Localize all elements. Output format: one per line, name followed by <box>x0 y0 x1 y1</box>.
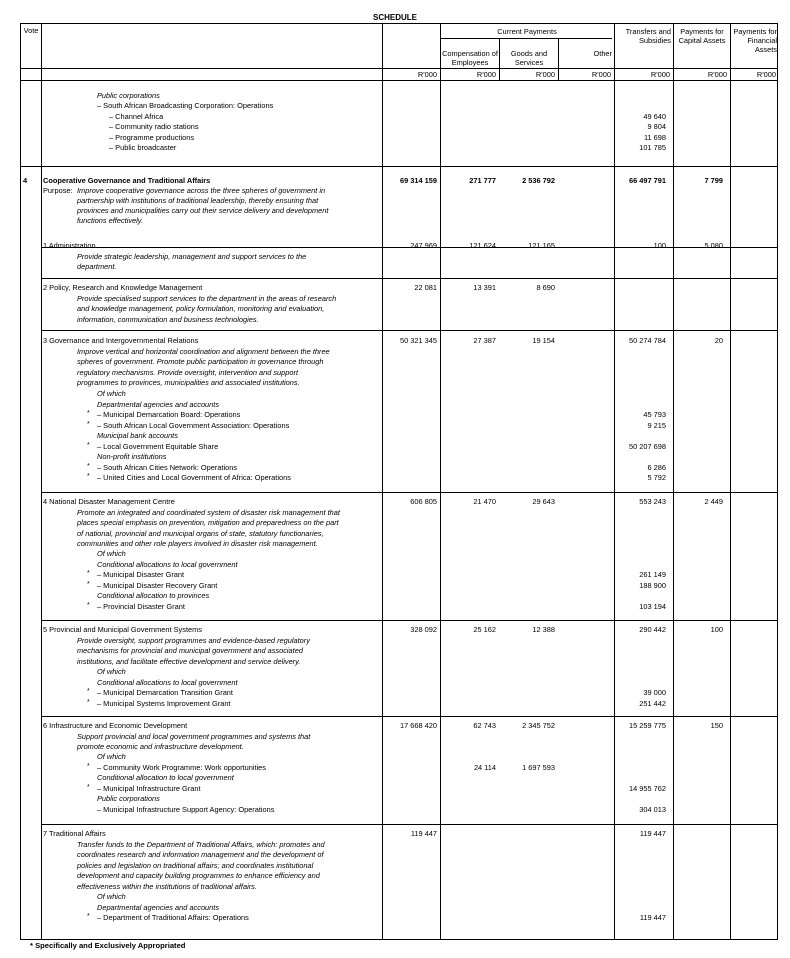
sub-item: – Municipal Infrastructure Grant <box>97 783 201 793</box>
programme-transfers: 553 243 <box>639 497 666 506</box>
sub-heading: Conditional allocations to local government <box>97 559 238 569</box>
header-compensation: Compensation of Employees <box>442 49 498 67</box>
of-which-label: Of which <box>97 892 126 901</box>
sub-heading: Departmental agencies and accounts <box>97 399 220 409</box>
programme-capital: 20 <box>714 336 723 345</box>
sub-item: – Municipal Demarcation Board: Operations <box>97 410 241 419</box>
of-which-label: Of which <box>97 389 126 398</box>
header-divider <box>21 80 777 81</box>
appropriation-marker: * <box>87 580 90 588</box>
header-vote: Vote <box>23 26 39 35</box>
sub-heading: Departmental agencies and accounts <box>97 902 220 912</box>
programme-description-line: Promote an integrated and coordinated system of disaster risk management that <box>77 507 340 517</box>
sub-item-transfers: 251 442 <box>639 698 666 708</box>
sub-item: – Municipal Disaster Recovery Grant <box>97 580 218 590</box>
appropriation-marker: * <box>87 913 90 920</box>
schedule-table <box>20 23 778 940</box>
col-divider <box>440 24 441 939</box>
programme-description-line: regulatory mechanisms. Provide oversight, intervention and support <box>77 367 299 377</box>
sub-item-comp: 24 114 <box>473 762 496 772</box>
programme-comp: 62 743 <box>473 721 496 730</box>
programme-goods: 19 154 <box>532 336 555 345</box>
sub-item: – South African Cities Network: Operations <box>97 462 238 472</box>
programme-description-line: programmes to provinces, municipalities and associated institutions. <box>77 378 300 387</box>
programme-goods: 121 165 <box>528 241 555 250</box>
header-current-payments: Current Payments <box>497 27 557 36</box>
programme-description-line: development and capacity building programmes to enhance efficiency and <box>77 871 320 880</box>
pc-item-label: – Programme productions <box>109 133 195 142</box>
programme-title: 5 Provincial and Municipal Government Systems <box>43 625 202 634</box>
programme-description-line: Improve vertical and horizontal coordination and alignment between the three <box>77 346 330 356</box>
pc-item-value: 101 785 <box>639 143 666 152</box>
sub-item: – Municipal Disaster Grant <box>97 570 185 579</box>
appropriation-marker: * <box>87 688 90 695</box>
vote-goods: 2 536 792 <box>522 176 555 185</box>
programme-description-line: places special emphasis on prevention, mitigation and preparedness on the part <box>77 518 339 527</box>
programme-description-line: Provide strategic leadership, management and support services to the <box>77 251 307 261</box>
header-divider <box>21 68 777 69</box>
row-divider <box>21 166 777 167</box>
vote-name: Cooperative Governance and Traditional Affairs <box>43 176 211 185</box>
sub-item: – Local Government Equitable Share <box>97 441 219 451</box>
programme-description-line: communities and other role players involved in disaster risk management. <box>77 539 318 548</box>
programme-comp: 121 624 <box>469 241 496 250</box>
pc-item-label: – Channel Africa <box>109 112 164 121</box>
sub-item-transfers: 14 955 762 <box>629 783 666 793</box>
col-divider <box>673 24 674 939</box>
row-divider <box>41 620 777 621</box>
sub-item: – Municipal Demarcation Transition Grant <box>97 688 233 697</box>
sub-item-transfers: 188 900 <box>639 580 666 590</box>
programme-description-line: Support provincial and local government programmes and systems that <box>77 731 311 741</box>
appropriation-marker: * <box>87 420 90 428</box>
of-which-label: Of which <box>97 549 126 558</box>
purpose-line: provinces and municipalities carry out their service delivery and development <box>77 206 329 215</box>
appropriation-marker: * <box>87 601 90 609</box>
header-other: Other <box>593 49 612 58</box>
appropriation-marker: * <box>87 473 90 480</box>
programme-description-line: Transfer funds to the Department of Traditional Affairs, which: promotes and <box>77 839 325 849</box>
programme-goods: 12 388 <box>532 625 555 634</box>
programme-description-line: coordinates research and information management and the development of <box>77 850 324 859</box>
sub-heading: Conditional allocation to local government <box>97 773 234 782</box>
sub-heading: Municipal bank accounts <box>97 431 178 440</box>
pc-item-label: – Public broadcaster <box>109 143 177 152</box>
of-which-label: Of which <box>97 667 126 676</box>
vote-capital: 7 799 <box>704 176 723 185</box>
programme-title: 3 Governance and Intergovernmental Relations <box>43 336 199 345</box>
appropriation-marker: * <box>87 783 90 791</box>
sub-item: – United Cities and Local Government of Africa: Operations <box>97 473 291 482</box>
programme-title: 2 Policy, Research and Knowledge Management <box>43 283 203 292</box>
programme-description-line: mechanisms for provincial and municipal government and associated <box>77 646 303 655</box>
row-divider <box>41 824 777 825</box>
unit-comp: R'000 <box>476 70 496 79</box>
sub-item: – South African Local Government Association: Operations <box>97 420 290 430</box>
row-divider <box>41 330 777 331</box>
sub-heading: Non-profit institutions <box>97 452 167 461</box>
programme-transfers: 119 447 <box>639 829 666 838</box>
vote-total: 69 314 159 <box>400 176 437 185</box>
purpose-line: Improve cooperative governance across the three spheres of government in <box>77 186 326 195</box>
appropriation-marker: * <box>87 762 90 770</box>
sub-item: – Municipal Infrastructure Support Agency: Operations <box>97 804 275 814</box>
programme-goods: 8 690 <box>536 283 555 292</box>
programme-total: 328 092 <box>410 625 437 634</box>
unit-financial: R'000 <box>756 70 776 79</box>
sub-item-transfers: 103 194 <box>639 601 666 611</box>
programme-capital: 100 <box>710 625 723 634</box>
programme-total: 17 668 420 <box>400 721 437 730</box>
unit-capital: R'000 <box>707 70 727 79</box>
sub-item: – Department of Traditional Affairs: Operations <box>97 913 249 922</box>
schedule-title: SCHEDULE <box>372 13 417 22</box>
appropriation-marker: * <box>87 441 90 449</box>
sub-item-transfers: 45 793 <box>643 410 666 419</box>
programme-total: 22 081 <box>414 283 437 292</box>
pc-item-label: – Community radio stations <box>109 122 199 131</box>
purpose-line: functions effectively. <box>77 216 143 225</box>
programme-description-line: of national, provincial and municipal organs of state, statutory functionaries, <box>77 528 324 538</box>
unit-goods: R'000 <box>535 70 555 79</box>
programme-comp: 25 162 <box>473 625 496 634</box>
sub-item: – Provincial Disaster Grant <box>97 601 185 611</box>
header-goods-services: Goods and Services <box>510 49 548 67</box>
programme-comp: 13 391 <box>473 283 496 292</box>
programme-title: 7 Traditional Affairs <box>43 829 106 838</box>
programme-goods: 2 345 752 <box>522 721 555 730</box>
programme-description-line: department. <box>77 262 117 271</box>
programme-description-line: spheres of government. Promote public participation in governance through <box>77 357 324 366</box>
row-divider <box>41 278 777 279</box>
purpose-label: Purpose: <box>43 186 73 195</box>
programme-transfers: 100 <box>653 241 666 250</box>
sub-heading: Conditional allocations to local government <box>97 677 238 687</box>
programme-transfers: 290 442 <box>639 625 666 634</box>
programme-description-line: promote economic and infrastructure development. <box>77 742 244 751</box>
vote-number: 4 <box>23 176 28 185</box>
col-divider <box>730 24 731 939</box>
programme-description-line: institutions, and facilitate effective development and service delivery. <box>77 656 301 666</box>
pc-sabc: – South African Broadcasting Corporation: Operations <box>97 101 274 110</box>
programme-total: 247 969 <box>410 241 437 250</box>
purpose-line: partnership with institutions of traditional leadership, thereby ensuring that <box>77 196 319 205</box>
programme-description-line: information, communication and business technologies. <box>77 314 259 324</box>
programme-total: 50 321 345 <box>400 336 437 345</box>
programme-comp: 27 387 <box>473 336 496 345</box>
unit-transfers: R'000 <box>650 70 670 79</box>
programme-capital: 2 449 <box>704 497 723 506</box>
of-which-label: Of which <box>97 752 126 761</box>
pc-item-value: 49 640 <box>643 112 666 121</box>
programme-capital: 5 080 <box>704 241 723 250</box>
appropriation-marker: * <box>87 570 90 577</box>
pc-heading: Public corporations <box>97 91 160 100</box>
header-capital-assets: Payments for Capital Assets <box>678 27 726 45</box>
programme-description-line: effectiveness within the institutions of traditional affairs. <box>77 881 257 891</box>
pc-item-value: 9 804 <box>647 122 666 131</box>
unit-other: R'000 <box>591 70 611 79</box>
unit-total: R'000 <box>417 70 437 79</box>
sub-heading: Conditional allocation to provinces <box>97 591 210 600</box>
sub-item-goods: 1 697 593 <box>522 762 555 772</box>
vote-comp: 271 777 <box>469 176 496 185</box>
appropriation-marker: * <box>87 462 90 470</box>
sub-item: – Community Work Programme: Work opportunities <box>97 762 266 772</box>
programme-total: 606 805 <box>410 497 437 506</box>
programme-total: 119 447 <box>410 829 437 838</box>
sub-item: – Municipal Systems Improvement Grant <box>97 698 231 708</box>
programme-comp: 21 470 <box>473 497 496 506</box>
header-financial-assets: Payments for Financial Assets <box>733 27 777 54</box>
appropriation-marker: * <box>87 698 90 706</box>
programme-goods: 29 643 <box>532 497 555 506</box>
sub-item-transfers: 6 286 <box>647 462 666 472</box>
programme-capital: 150 <box>710 721 723 730</box>
programme-transfers: 15 259 775 <box>629 721 666 730</box>
row-divider <box>41 247 777 248</box>
programme-description-line: Provide oversight, support programmes and evidence-based regulatory <box>77 635 310 645</box>
vote-transfers: 66 497 791 <box>629 176 666 185</box>
programme-title: 6 Infrastructure and Economic Development <box>43 721 188 730</box>
sub-item-transfers: 5 792 <box>647 473 666 482</box>
programme-title: 4 National Disaster Management Centre <box>43 497 175 506</box>
row-divider <box>41 492 777 493</box>
header-divider <box>440 38 612 39</box>
col-divider <box>382 24 383 939</box>
header-transfers: Transfers and Subsidies <box>625 27 671 45</box>
pc-item-value: 11 698 <box>643 133 666 142</box>
programme-description-line: Provide specialised support services to the department in the areas of research <box>77 293 337 303</box>
sub-item-transfers: 50 207 698 <box>629 441 666 451</box>
programme-description-line: policies and legislation on traditional affairs; and coordinates institutional <box>77 860 314 870</box>
sub-heading: Public corporations <box>97 794 160 803</box>
sub-item-transfers: 39 000 <box>643 688 666 697</box>
programme-title: 1 Administration <box>43 241 96 250</box>
programme-transfers: 50 274 784 <box>629 336 666 345</box>
programme-description-line: and knowledge management, policy formulation, monitoring and evaluation, <box>77 304 325 313</box>
sub-item-transfers: 261 149 <box>639 570 666 579</box>
sub-item-transfers: 9 215 <box>647 420 666 430</box>
footnote: * Specifically and Exclusively Appropriated <box>30 941 186 950</box>
col-divider <box>41 24 42 939</box>
appropriation-marker: * <box>87 410 90 417</box>
sub-item-transfers: 304 013 <box>639 804 666 814</box>
sub-item-transfers: 119 447 <box>639 913 666 922</box>
row-divider <box>41 716 777 717</box>
